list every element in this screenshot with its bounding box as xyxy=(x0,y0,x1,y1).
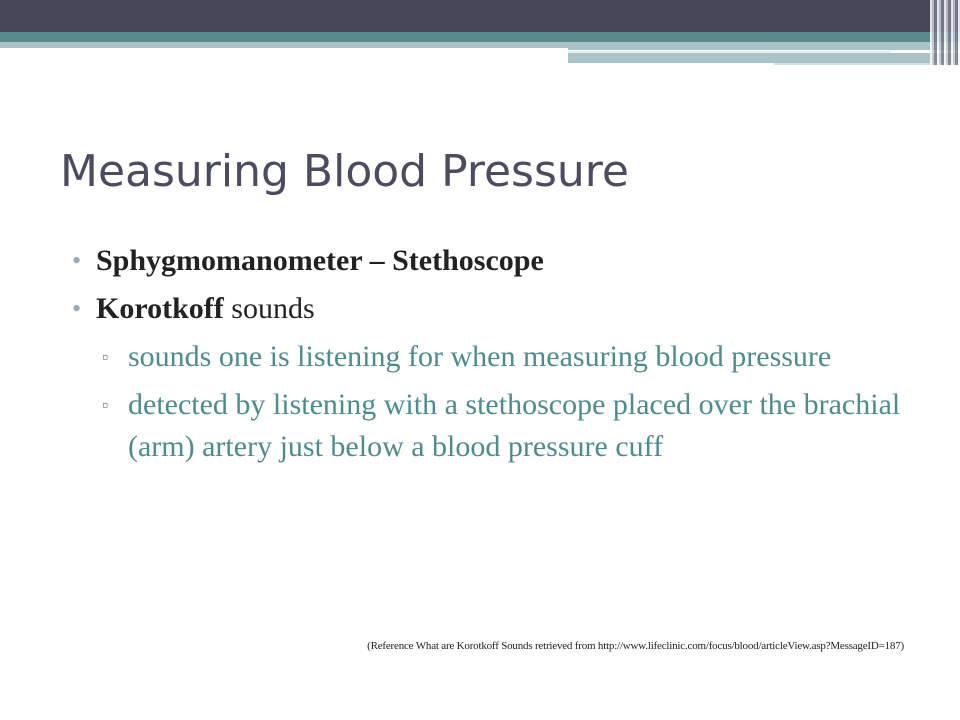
bullet-korotkoff-bold: Korotkoff xyxy=(96,292,224,325)
sub-bullet-definition xyxy=(72,336,922,378)
sub-bullet-square-icon: ▫ xyxy=(102,347,109,367)
bullet-korotkoff xyxy=(72,288,922,330)
bullet-equipment xyxy=(72,240,922,282)
header-band-stripes xyxy=(930,0,960,65)
bullet-equipment-text: Sphygmomanometer – Stethoscope xyxy=(96,244,544,277)
header-band-light-left xyxy=(0,42,570,48)
sub-bullet-detection-text: detected by listening with a stethoscope placed over the brachial (arm) artery just below a blood pressure cuff xyxy=(128,388,901,463)
header-band-light-lower xyxy=(568,53,960,63)
bullet-dot-icon: • xyxy=(72,246,82,275)
slide-content xyxy=(72,240,922,474)
header-band-teal xyxy=(0,32,960,42)
reference-citation: (Reference What are Korotkoff Sounds retrieved from http://www.lifeclinic.com/focus/blood/articleView.asp?MessageID=187) xyxy=(367,640,904,652)
header-band-light-right xyxy=(568,42,960,50)
bullet-dot-icon: • xyxy=(72,294,82,323)
sub-bullet-definition-text: sounds one is listening for when measuring blood pressure xyxy=(128,340,832,373)
sub-bullet-square-icon: ▫ xyxy=(102,395,109,415)
sub-bullet-detection xyxy=(72,384,922,468)
bullet-korotkoff-rest: sounds xyxy=(223,292,315,325)
slide-title: Measuring Blood Pressure xyxy=(60,146,629,197)
header-band-dark xyxy=(0,0,960,32)
